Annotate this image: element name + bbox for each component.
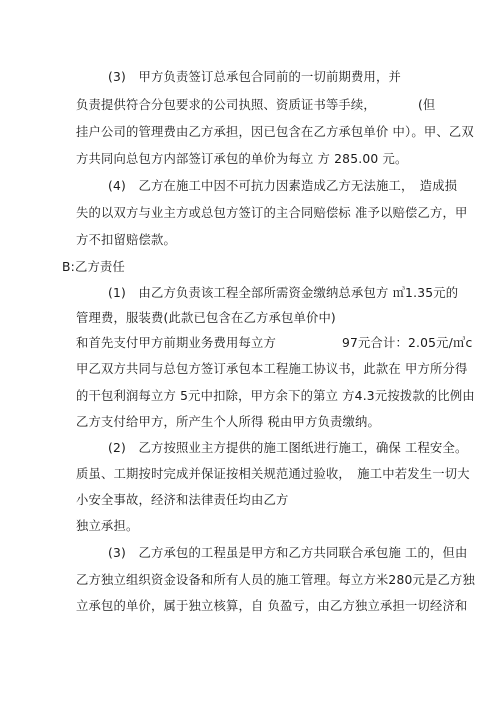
b2-line-3: 小安全事故，经济和法律责任均由乙方: [76, 493, 289, 507]
b1-line-4: 甲乙双方共同与总包方签订承包本工程施工协议书，此款在 甲方所分得: [76, 362, 468, 376]
b1-line-6: 乙方支付给甲方，所产生个人所得 税由甲方负责缴纳。: [76, 415, 381, 429]
a4-line-2: 失的以双方与业主方或总包方签订的主合同赔偿标 准予以赔偿乙方，甲: [76, 206, 468, 220]
b3-line-2: 乙方独立组织资金设备和所有人员的施工管理。每立方米280元是乙方独: [76, 573, 475, 587]
a3-line-3: 挂户公司的管理费由乙方承担，因已包含在乙方承包单价 中）。甲、乙双: [76, 125, 474, 139]
a3-line-4: 方共同向总包方内部签订承包的单价为每立 方 285.00 元。: [76, 152, 408, 166]
a3-line-2-tail: (但: [417, 98, 436, 112]
b3-line-3: 立承包的单价，属于独立核算，自 负盈亏，由乙方独立承担一切经济和: [76, 599, 468, 613]
a3-line-2-text: 负责提供符合分包要求的公司执照、资质证书等手续，: [76, 98, 376, 112]
section-b-heading: B:乙方责任: [62, 260, 125, 274]
a3-line-2: [76, 97, 435, 113]
b2-line-4: 独立承担。: [76, 519, 139, 533]
b1-line-3-text: 和首先支付甲方前期业务费用每立方: [76, 336, 276, 350]
a4-line-1: (4) 乙方在施工中因不可抗力因素造成乙方无法施工， 造成损: [108, 179, 458, 193]
a4-line-3: 方不扣留赔偿款。: [76, 233, 176, 247]
b1-line-1: (1) 由乙方负责该工程全部所需资金缴纳总承包方 ㎥1.35元的: [108, 286, 459, 300]
b1-line-5: 的干包利润每立方 5元中扣除，甲方余下的第立 方4.3元按拨款的比例由: [76, 389, 475, 403]
b1-line-3: [76, 335, 472, 351]
b3-line-1: (3) 乙方承包的工程虽是甲方和乙方共同联合承包施 工的，但由: [108, 546, 468, 560]
b1-line-3-total: 97元合计：2.05元/㎥c: [341, 336, 473, 350]
b1-line-2: 管理费，服装费(此款已包含在乙方承包单价中): [76, 311, 336, 325]
b2-line-2: 质虽、工期按时完成并保证按相关规范通过验收， 施工中若发生一切大: [76, 467, 470, 481]
a3-line-1: (3) 甲方负责签订总承包合同前的一切前期费用，并: [108, 70, 401, 84]
b2-line-1: (2) 乙方按照业主方提供的施工图纸进行施工，确保 工程安全。: [108, 441, 468, 455]
